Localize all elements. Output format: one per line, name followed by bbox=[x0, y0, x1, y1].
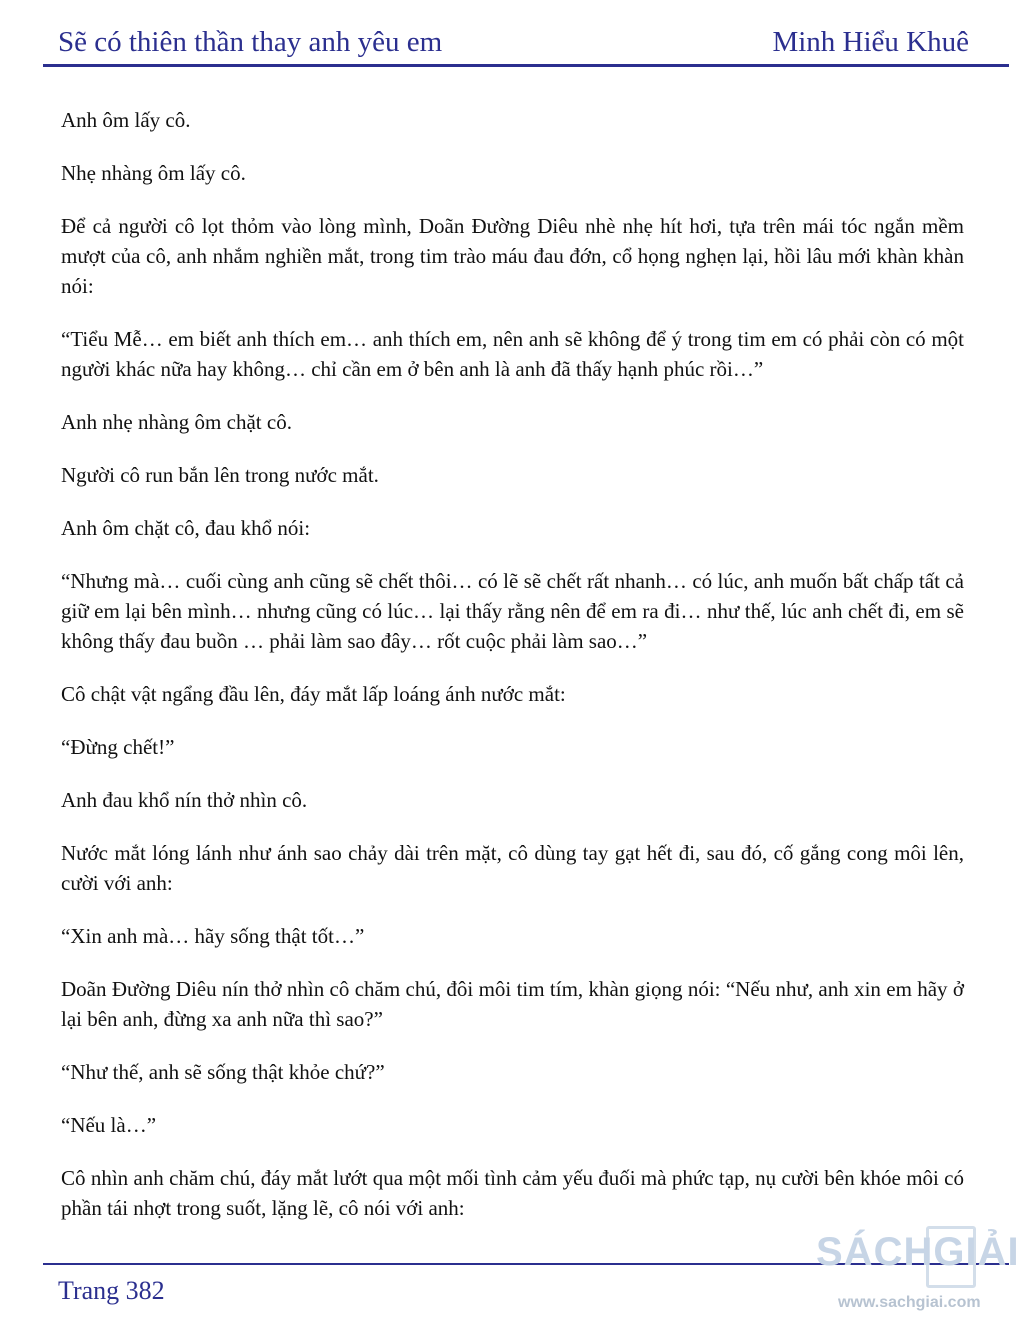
header-divider bbox=[43, 64, 1009, 67]
paragraph: Người cô run bắn lên trong nước mắt. bbox=[61, 463, 379, 487]
paragraph: “Nhưng mà… cuối cùng anh cũng sẽ chết thôi… có lẽ sẽ chết rất nhanh… có lúc, anh muốn bất chấp tất cả giữ em lại bên mình… nhưng cũng có lúc… lại thấy rằng nên để em ra đi… như thế, lúc anh chết đi, em sẽ không thấy đau buồn … phải làm sao đây… rốt cuộc phải làm sao…” bbox=[61, 569, 964, 653]
paragraph: Cô nhìn anh chăm chú, đáy mắt lướt qua một mối tình cảm yếu đuối mà phức tạp, nụ cười bên khóe môi có phần tái nhợt trong suốt, lặng lẽ, cô nói với anh: bbox=[61, 1166, 964, 1220]
paragraph: Để cả người cô lọt thỏm vào lòng mình, Doãn Đường Diêu nhè nhẹ hít hơi, tựa trên mái tóc ngắn mềm mượt của cô, anh nhắm nghiền mắt, trong tim trào máu đau đớn, cổ họng nghẹn lại, hồi lâu mới khàn khàn nói: bbox=[61, 214, 964, 298]
watermark-url: www.sachgiai.com bbox=[838, 1294, 981, 1311]
watermark-logo bbox=[816, 1226, 1020, 1321]
paragraph: “Nếu là…” bbox=[61, 1113, 157, 1137]
paragraph: “Như thế, anh sẽ sống thật khỏe chứ?” bbox=[61, 1060, 385, 1084]
paragraph: Anh đau khổ nín thở nhìn cô. bbox=[61, 788, 308, 812]
author-name: Minh Hiểu Khuê bbox=[772, 26, 969, 58]
page-header bbox=[55, 22, 969, 62]
paragraph: Anh nhẹ nhàng ôm chặt cô. bbox=[61, 410, 292, 434]
paragraph: Nhẹ nhàng ôm lấy cô. bbox=[61, 161, 246, 185]
page-number: Trang 382 bbox=[58, 1276, 165, 1305]
paragraph: “Đừng chết!” bbox=[61, 735, 175, 759]
paragraph: Nước mắt lóng lánh như ánh sao chảy dài trên mặt, cô dùng tay gạt hết đi, sau đó, cố gắng cong môi lên, cười với anh: bbox=[61, 841, 964, 895]
paragraph: “Xin anh mà… hãy sống thật tốt…” bbox=[61, 924, 365, 948]
watermark-text: SÁCHGIẢI bbox=[816, 1230, 1020, 1274]
paragraph: Doãn Đường Diêu nín thở nhìn cô chăm chú, đôi môi tim tím, khàn giọng nói: “Nếu như, anh xin em hãy ở lại bên anh, đừng xa anh nữa thì sao?” bbox=[61, 977, 964, 1031]
paragraph: “Tiểu Mễ… em biết anh thích em… anh thích em, nên anh sẽ không để ý trong tim em có phải còn có một người khác nữa hay không… chỉ cần em ở bên anh là anh đã thấy hạnh phúc rồi…” bbox=[61, 327, 964, 381]
paragraph: Anh ôm chặt cô, đau khổ nói: bbox=[61, 516, 311, 540]
book-title: Sẽ có thiên thần thay anh yêu em bbox=[58, 26, 443, 58]
page-body bbox=[61, 105, 964, 1246]
paragraph: Cô chật vật ngẩng đầu lên, đáy mắt lấp loáng ánh nước mắt: bbox=[61, 682, 566, 706]
paragraph: Anh ôm lấy cô. bbox=[61, 108, 191, 132]
